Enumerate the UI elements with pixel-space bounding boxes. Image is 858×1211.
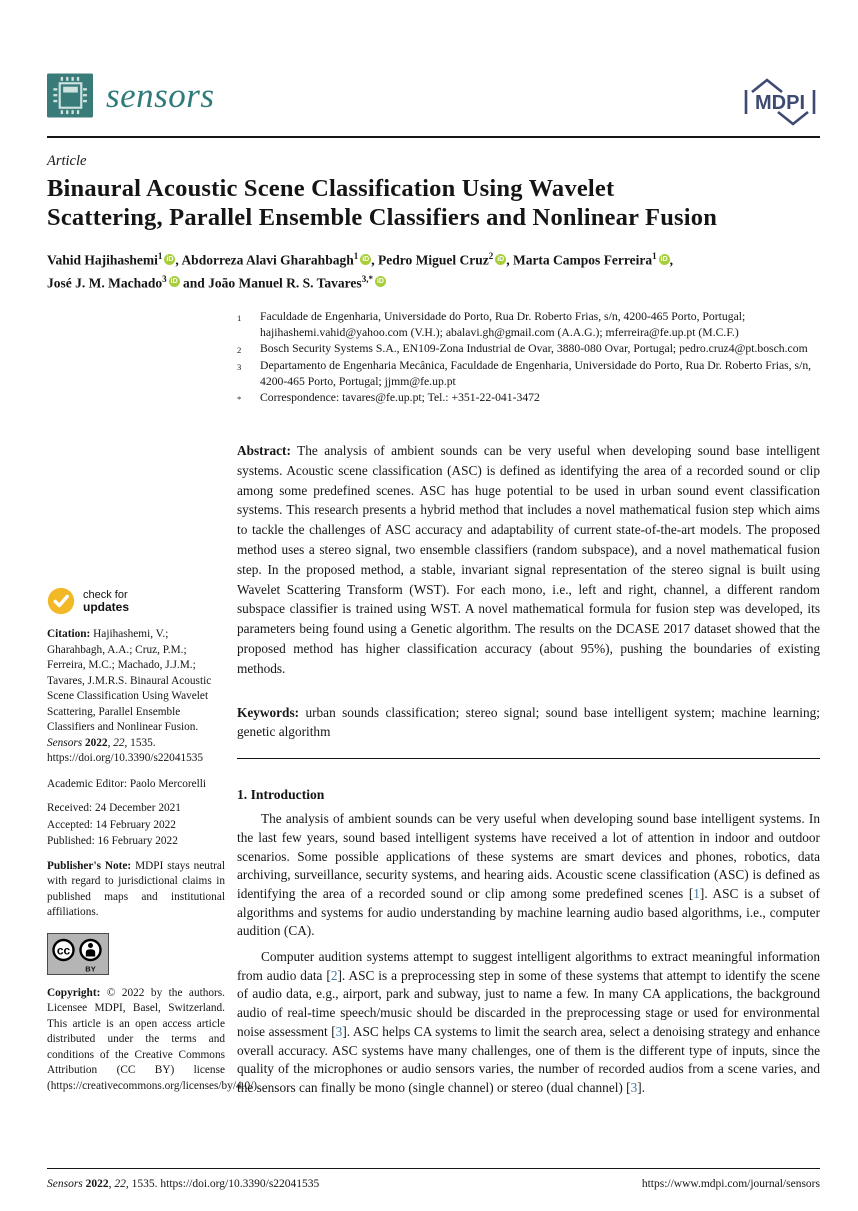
affiliation-text: Faculdade de Engenharia, Universidade do Porto, Rua Dr. Roberto Frias, s/n, 4200-465 Porto, Portugal; hajihashemi.vahid@yahoo.com (V.H.); abalavi.gh@gmail.com (A.A.G.); mferreira@fe.up.pt (M.C.F.) <box>260 310 746 339</box>
intro-paragraph-1: The analysis of ambient sounds can be very useful when developing sound base intelligent systems. In the last few years, sound based intelligent systems have received a lot of attention in indoor and outdoor scenarios. Some possible applications of these systems are smart devices and phones, robotics, data archiving, surveillance, security systems, and hearing aids. Acoustic scene classification (ASC) is defined as identifying the area of a recorded sound or clip among some predefined scenes [1]. ASC is a subset of algorithms and systems for audio understanding by machine learning audio based algorithms, i.e., computer audition (CA). <box>237 811 820 939</box>
author-name: Pedro Miguel Cruz <box>377 252 489 268</box>
author-list: Vahid Hajihashemi$^1$ iD , Abdorreza Alavi Gharahbagh$^1$ iD , Pedro Miguel Cruz$^2$ iD , Marta Campos Ferreira$^1$ iD , José J. M. Machado$^3$ iD and João Manuel R. S. Tavares$^{3,*}$ iD <box>47 251 674 290</box>
abstract-label: Abstract: <box>237 443 291 458</box>
by-label: BY <box>85 964 96 973</box>
article-title: Binaural Acoustic Scene Classification Using Wavelet Scattering, Parallel Ensemble Classifiers and Nonlinear Fusion <box>47 175 718 231</box>
check-for-updates-badge[interactable] <box>47 586 225 616</box>
journal-masthead <box>47 73 820 129</box>
mdpi-logo[interactable] <box>740 73 820 129</box>
footer-citation: Sensors 2022, 22, 1535. https://doi.org/10.3390/s22041535 <box>47 1178 320 1190</box>
page-footer <box>47 1168 820 1190</box>
citation-ref[interactable]: 1 <box>693 885 700 901</box>
citation-ref[interactable]: 3 <box>335 1023 343 1039</box>
history-dates <box>47 800 225 850</box>
mdpi-logo-text: MDPI <box>755 92 805 114</box>
footer-doi-link[interactable]: https://doi.org/10.3390/s22041535 <box>160 1178 320 1190</box>
orcid-icon[interactable]: iD <box>376 278 384 285</box>
section-heading-introduction: 1. Introduction <box>237 787 325 803</box>
article-sidebar <box>47 309 260 1098</box>
citation-doi-link[interactable]: https://doi.org/10.3390/s22041535 <box>47 752 204 764</box>
correspondence-text: Correspondence: tavares@fe.up.pt; Tel.: +351-22-041-3472 <box>260 391 540 404</box>
article-main-column <box>237 309 820 1098</box>
author-affil-sup: 3 <box>162 273 167 284</box>
author-affil-sup: 1 <box>652 251 657 261</box>
correspondence-marker: * <box>237 394 242 404</box>
orcid-icon[interactable]: iD <box>166 255 174 263</box>
author-name: Vahid Hajihashemi <box>47 252 158 268</box>
affiliation-row <box>237 309 820 341</box>
affiliation-marker: 2 <box>237 345 242 355</box>
cc-by-license-badge[interactable] <box>47 933 109 975</box>
keywords: Keywords: urban sounds classification; stereo signal; sound base intelligent system; machine learning; genetic algorithm <box>237 704 820 740</box>
article-type-label: Article <box>47 153 87 169</box>
citation-label: Citation: <box>47 628 91 640</box>
accepted-date: Accepted: 14 February 2022 <box>47 818 176 831</box>
citation-ref[interactable]: 2 <box>330 967 338 983</box>
author-affil-sup: 1 <box>157 251 163 261</box>
affiliation-text: Bosch Security Systems S.A., EN109-Zona Industrial de Ovar, 3880-080 Ovar, Portugal; pedro.cruz4@pt.bosch.com <box>260 342 808 355</box>
published-date: Published: 16 February 2022 <box>47 835 178 847</box>
header-divider <box>47 136 820 138</box>
sensors-chip-icon <box>47 73 93 118</box>
affiliation-marker: 1 <box>237 313 242 323</box>
footer-divider <box>47 1168 820 1169</box>
citation-block: Citation: Hajihashemi, V.; Gharahbagh, A.A.; Cruz, P.M.; Ferreira, M.C.; Machado, J.J.M.; Tavares, J.M.R.S. Binaural Acoustic Scene Classification Using Wavelet Scattering, Parallel Ensemble Classifiers and Nonlinear Fusion. Sensors 2022, 22, 1535. https://doi.org/10.3390/s22041535 <box>47 628 212 764</box>
academic-editor: Academic Editor: Paolo Mercorelli <box>47 777 207 790</box>
author-name: João Manuel R. S. Tavares <box>208 275 362 290</box>
author-name: Marta Campos Ferreira <box>512 252 653 268</box>
orcid-icon[interactable]: iD <box>362 255 370 263</box>
cc-icon: cc <box>56 943 71 957</box>
abstract: Abstract: The analysis of ambient sounds can be very useful when developing sound base intelligent systems. Acoustic scene classification (ASC) is defined as identifying the area of a recorded sound or clip among some predefined scenes. ASC has huge potential to be used in urban sound event classification systems. This research presents a hybrid method that includes a novel mathematical fusion step which aims to tackle the challenges of ASC accuracy and adaptability of current state-of-the-art models. The proposed method uses a stereo signal, two ensemble classifiers (random subspace), and a novel mathematical fusion step. In the proposed method, a stable, invariant signal representation of the stereo signal is built using Wavelet Scattering Transform (WST). For each mono, i.e., left and right, channel, a different random subspace classifier is trained using WST. A novel mathematical formula for fusion step was developed, its parameters being found using a Genetic algorithm. The results on the DCASE 2017 dataset showed that the proposed method has higher classification accuracy (about 95%), pushing the boundaries of existing methods. <box>237 443 820 676</box>
footer-journal-url[interactable]: https://www.mdpi.com/journal/sensors <box>641 1178 820 1190</box>
author-affil-sup: 1 <box>353 251 359 261</box>
received-date: Received: 24 December 2021 <box>47 802 181 814</box>
intro-paragraph-2: Computer audition systems attempt to suggest intelligent algorithms to extract meaningful information from audio data [2]. ASC is a preprocessing step in some of these systems that attempt to identify the scene of audio data, e.g., airport, park and subway, just to name a few. In many CA applications, the background audio of real-time speech/music should be discarded in the preprocessing stage or used for environmental noise assessment [3]. ASC helps CA systems to limit the search area, select a denoising strategy and enhance overall accuracy. ASC systems have many challenges, one of them is the different type of inputs, since the quality of the microphones or audio sensors varies, the number of recorded audios from a scene varies, and the sensors can finally be mono (single channel) or stereo (dual channel) [3]. <box>237 949 820 1095</box>
affiliation-row <box>237 358 820 390</box>
sensors-logo[interactable] <box>47 73 215 118</box>
journal-name: sensors <box>106 76 215 115</box>
copyright-block: Copyright: © 2022 by the authors. Licensee MDPI, Basel, Switzerland. This article is an open access article distributed under the terms and conditions of the Creative Commons Attribution (CC BY) license (https://creativecommons.org/licenses/by/4.0/). <box>47 986 260 1092</box>
academic-editor-name: Paolo Mercorelli <box>129 777 207 790</box>
affiliation-text: Departamento de Engenharia Mecânica, Faculdade de Engenharia, Universidade do Porto, Rua Dr. Roberto Frias, s/n, 4200-465 Porto, Portugal; jjmm@fe.up.pt <box>260 359 812 388</box>
author-name: José J. M. Machado <box>47 275 163 290</box>
author-name: Abdorreza Alavi Gharahbagh <box>181 252 354 268</box>
orcid-icon[interactable]: iD <box>170 278 178 285</box>
check-for-updates-label: check for updates <box>83 588 130 614</box>
orcid-icon[interactable]: iD <box>660 255 668 263</box>
author-affil-sup: 2 <box>488 251 494 261</box>
author-affil-sup: 3,* <box>361 273 373 284</box>
check-icon <box>47 587 75 615</box>
citation-ref[interactable]: 3 <box>630 1080 638 1095</box>
keywords-label: Keywords: <box>237 704 300 720</box>
affiliation-row <box>237 341 820 358</box>
affiliations <box>237 309 820 407</box>
publisher-note: Publisher's Note: MDPI stays neutral with regard to jurisdictional claims in published maps and institutional affiliations. <box>47 859 226 918</box>
correspondence-row <box>237 390 820 407</box>
affiliation-marker: 3 <box>237 362 242 372</box>
section-divider <box>237 758 820 759</box>
orcid-icon[interactable]: iD <box>497 255 505 263</box>
